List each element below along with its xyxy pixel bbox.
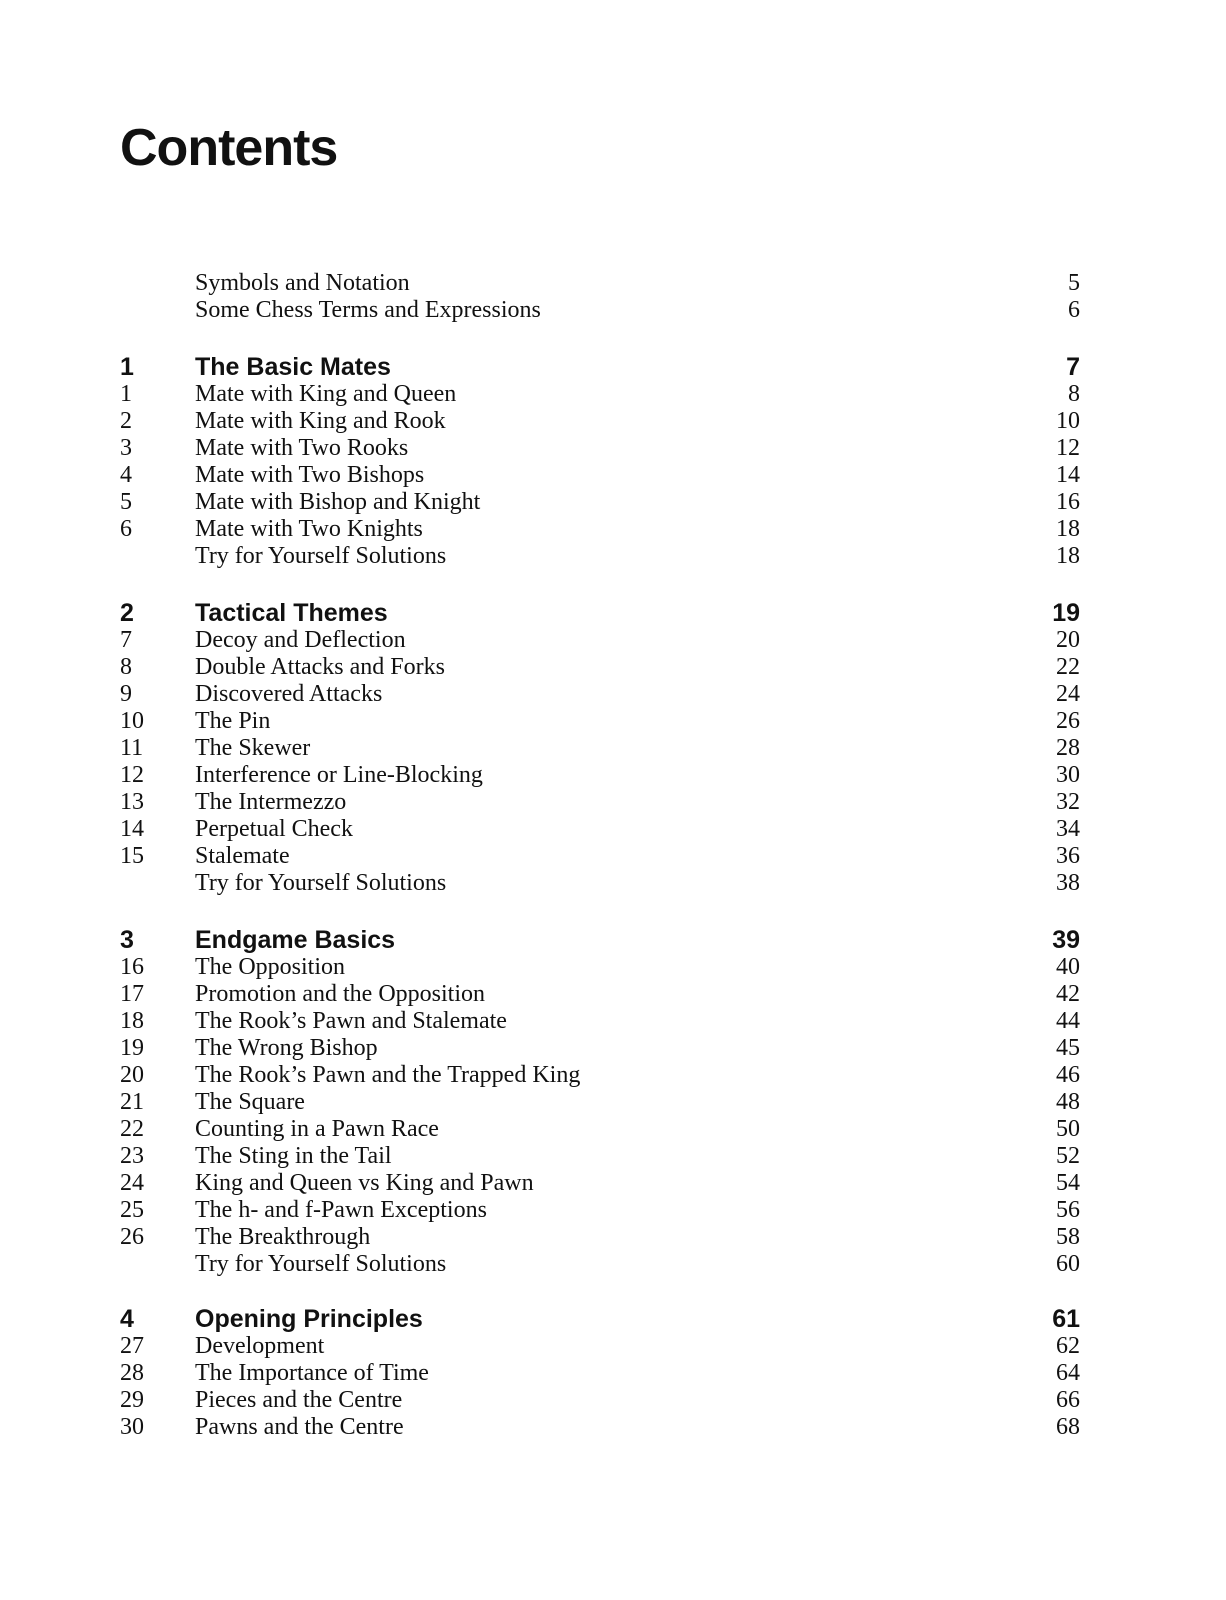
entry-number: 3: [120, 435, 132, 461]
toc-entry: [120, 681, 1080, 708]
entry-page: 45: [1056, 1035, 1080, 1061]
toc-entry: [120, 297, 1080, 324]
entry-page: 14: [1056, 462, 1080, 488]
toc-entry: [120, 981, 1080, 1008]
entry-title: Mate with King and Rook: [195, 408, 446, 434]
entry-title: Promotion and the Opposition: [195, 981, 485, 1007]
entry-title: Opening Principles: [195, 1305, 423, 1333]
entry-title: Decoy and Deflection: [195, 627, 406, 653]
entry-title: The Intermezzo: [195, 789, 347, 815]
entry-title: Mate with Bishop and Knight: [195, 489, 481, 515]
entry-title: Mate with Two Rooks: [195, 435, 409, 461]
entry-number: 9: [120, 681, 132, 707]
toc-group-chapter-1: [120, 354, 1080, 570]
entry-page: 48: [1056, 1089, 1080, 1115]
entry-title: Endgame Basics: [195, 926, 396, 954]
entry-title: The h- and f-Pawn Exceptions: [195, 1197, 487, 1223]
entry-number: [120, 297, 195, 324]
entry-number: 1: [120, 353, 134, 381]
entry-page: 40: [1056, 954, 1080, 980]
entry-number: 5: [120, 489, 132, 515]
toc-entry: [120, 435, 1080, 462]
entry-number: 8: [120, 654, 132, 680]
entry-number: 27: [120, 1333, 144, 1359]
entry-page: 18: [1056, 543, 1080, 569]
toc-group-chapter-2: [120, 600, 1080, 897]
entry-page: 18: [1056, 516, 1080, 542]
toc-entry: [120, 381, 1080, 408]
toc-group-chapter-3: [120, 927, 1080, 1278]
toc-entry: [120, 1008, 1080, 1035]
chapter-heading: [120, 354, 1080, 381]
entry-title: Some Chess Terms and Expressions: [195, 297, 541, 323]
entry-page: 39: [1052, 926, 1080, 954]
entry-page: 20: [1056, 627, 1080, 653]
entry-number: 17: [120, 981, 144, 1007]
toc-entry: [120, 462, 1080, 489]
toc-entry: [120, 1251, 1080, 1278]
entry-title: King and Queen vs King and Pawn: [195, 1170, 534, 1196]
entry-number: 2: [120, 408, 132, 434]
entry-number: 18: [120, 1008, 144, 1034]
toc-entry: [120, 870, 1080, 897]
entry-page: 56: [1056, 1197, 1080, 1223]
entry-page: 6: [1068, 297, 1080, 323]
entry-page: 28: [1056, 735, 1080, 761]
entry-title: The Basic Mates: [195, 353, 391, 381]
toc-entry: [120, 843, 1080, 870]
toc-group-chapter-4: [120, 1306, 1080, 1441]
entry-number: 13: [120, 789, 144, 815]
entry-number: [120, 543, 195, 570]
toc-entry: [120, 1062, 1080, 1089]
entry-page: 7: [1066, 353, 1080, 381]
toc-entry: [120, 516, 1080, 543]
toc-entry: [120, 1387, 1080, 1414]
entry-page: 54: [1056, 1170, 1080, 1196]
entry-page: 12: [1056, 435, 1080, 461]
toc-entry: [120, 627, 1080, 654]
entry-page: 50: [1056, 1116, 1080, 1142]
toc-entry: [120, 1089, 1080, 1116]
entry-number: 4: [120, 1305, 134, 1333]
entry-title: The Breakthrough: [195, 1224, 371, 1250]
entry-title: Try for Yourself Solutions: [195, 870, 447, 896]
entry-page: 32: [1056, 789, 1080, 815]
entry-number: 28: [120, 1360, 144, 1386]
entry-number: 20: [120, 1062, 144, 1088]
toc-entry: [120, 408, 1080, 435]
entry-title: Counting in a Pawn Race: [195, 1116, 439, 1142]
entry-title: Symbols and Notation: [195, 270, 410, 296]
entry-title: The Importance of Time: [195, 1360, 429, 1386]
entry-title: The Rook’s Pawn and the Trapped King: [195, 1062, 581, 1088]
entry-title: The Wrong Bishop: [195, 1035, 378, 1061]
entry-number: [120, 1251, 195, 1278]
entry-page: 46: [1056, 1062, 1080, 1088]
entry-number: 3: [120, 926, 134, 954]
entry-number: 19: [120, 1035, 144, 1061]
entry-page: 30: [1056, 762, 1080, 788]
entry-number: 11: [120, 735, 144, 761]
entry-title: Discovered Attacks: [195, 681, 383, 707]
entry-page: 19: [1052, 599, 1080, 627]
entry-page: 68: [1056, 1414, 1080, 1440]
toc-entry: [120, 708, 1080, 735]
toc-group-front-matter: [120, 270, 1080, 324]
entry-page: 62: [1056, 1333, 1080, 1359]
toc-entry: [120, 954, 1080, 981]
entry-title: The Skewer: [195, 735, 311, 761]
toc-entry: [120, 1414, 1080, 1441]
entry-number: 30: [120, 1414, 144, 1440]
entry-number: 10: [120, 708, 144, 734]
entry-title: The Pin: [195, 708, 271, 734]
entry-page: 24: [1056, 681, 1080, 707]
entry-page: 5: [1068, 270, 1080, 296]
entry-title: Try for Yourself Solutions: [195, 543, 447, 569]
entry-number: 4: [120, 462, 132, 488]
entry-number: [120, 270, 195, 297]
entry-number: 22: [120, 1116, 144, 1142]
entry-title: Mate with King and Queen: [195, 381, 457, 407]
entry-title: The Sting in the Tail: [195, 1143, 392, 1169]
toc-entry: [120, 816, 1080, 843]
entry-number: 1: [120, 381, 132, 407]
chapter-heading: [120, 1306, 1080, 1333]
toc-entry: [120, 735, 1080, 762]
entry-title: Pieces and the Centre: [195, 1387, 403, 1413]
entry-number: 25: [120, 1197, 144, 1223]
entry-page: 42: [1056, 981, 1080, 1007]
toc-entry: [120, 762, 1080, 789]
entry-page: 44: [1056, 1008, 1080, 1034]
toc-entry: [120, 1197, 1080, 1224]
toc-entry: [120, 1224, 1080, 1251]
entry-number: 21: [120, 1089, 144, 1115]
entry-title: Pawns and the Centre: [195, 1414, 404, 1440]
entry-page: 61: [1052, 1305, 1080, 1333]
entry-page: 8: [1068, 381, 1080, 407]
entry-title: Mate with Two Bishops: [195, 462, 425, 488]
entry-title: The Rook’s Pawn and Stalemate: [195, 1008, 507, 1034]
toc-entry: [120, 654, 1080, 681]
toc-entry: [120, 1116, 1080, 1143]
toc-entry: [120, 1035, 1080, 1062]
entry-page: 60: [1056, 1251, 1080, 1277]
entry-page: 22: [1056, 654, 1080, 680]
entry-title: Tactical Themes: [195, 599, 388, 627]
entry-page: 52: [1056, 1143, 1080, 1169]
entry-title: Interference or Line-Blocking: [195, 762, 483, 788]
toc-entry: [120, 1360, 1080, 1387]
entry-title: Mate with Two Knights: [195, 516, 423, 542]
entry-page: 16: [1056, 489, 1080, 515]
entry-title: The Square: [195, 1089, 305, 1115]
toc-entry: [120, 270, 1080, 297]
entry-title: Perpetual Check: [195, 816, 353, 842]
toc-entry: [120, 543, 1080, 570]
entry-number: 2: [120, 599, 134, 627]
entry-page: 64: [1056, 1360, 1080, 1386]
toc-entry: [120, 789, 1080, 816]
page-title: Contents: [120, 119, 338, 177]
entry-page: 58: [1056, 1224, 1080, 1250]
entry-number: 6: [120, 516, 132, 542]
entry-number: 14: [120, 816, 144, 842]
entry-number: [120, 870, 195, 897]
chapter-heading: [120, 927, 1080, 954]
entry-page: 34: [1056, 816, 1080, 842]
entry-number: 7: [120, 627, 132, 653]
entry-number: 15: [120, 843, 144, 869]
entry-title: Double Attacks and Forks: [195, 654, 445, 680]
toc-entry: [120, 489, 1080, 516]
entry-title: Stalemate: [195, 843, 290, 869]
entry-number: 16: [120, 954, 144, 980]
entry-number: 26: [120, 1224, 144, 1250]
toc-entry: [120, 1333, 1080, 1360]
entry-page: 38: [1056, 870, 1080, 896]
entry-title: The Opposition: [195, 954, 345, 980]
entry-title: Development: [195, 1333, 325, 1359]
entry-number: 29: [120, 1387, 144, 1413]
entry-page: 66: [1056, 1387, 1080, 1413]
entry-page: 10: [1056, 408, 1080, 434]
entry-page: 36: [1056, 843, 1080, 869]
entry-page: 26: [1056, 708, 1080, 734]
toc-entry: [120, 1143, 1080, 1170]
chapter-heading: [120, 600, 1080, 627]
entry-number: 24: [120, 1170, 144, 1196]
entry-number: 12: [120, 762, 144, 788]
entry-title: Try for Yourself Solutions: [195, 1251, 447, 1277]
toc-entry: [120, 1170, 1080, 1197]
entry-number: 23: [120, 1143, 144, 1169]
